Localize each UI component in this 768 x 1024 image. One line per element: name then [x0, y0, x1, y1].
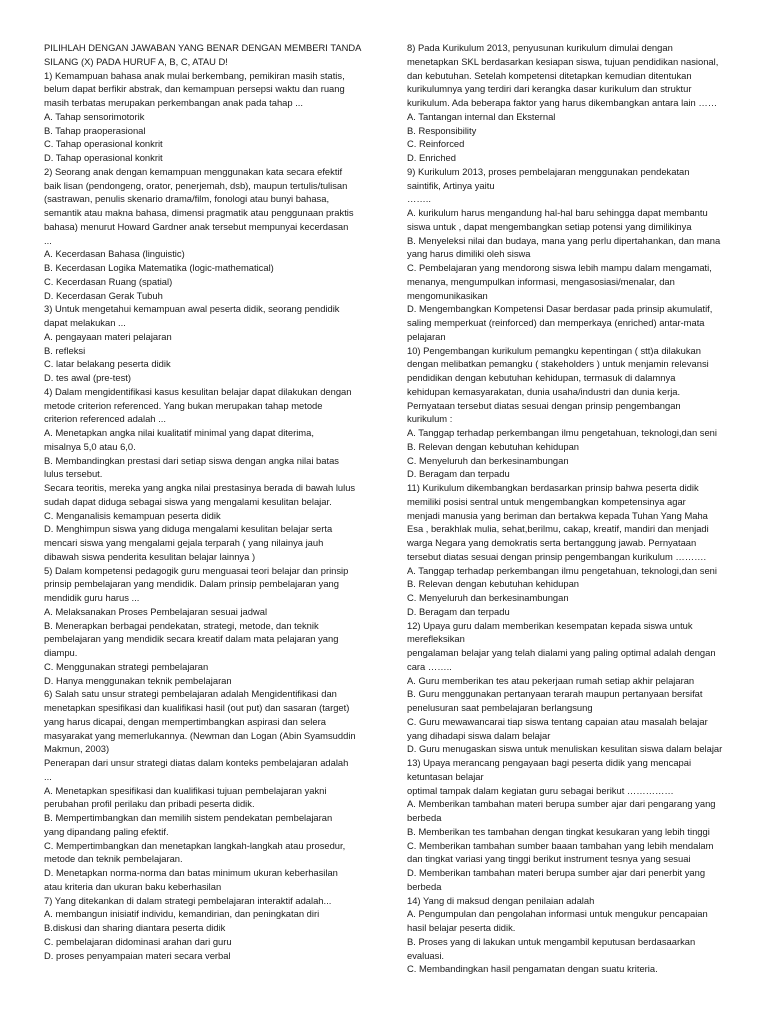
- right-column-line: yang dihadapi siswa dalam belajar: [407, 729, 551, 741]
- right-column-line: penelusuran saat pembelajaran berlangsung: [407, 702, 593, 713]
- left-column-line: baik lisan (pendongeng, orator, penerjemah, dsb), maupun tertulis/tulisan: [44, 179, 348, 191]
- right-column-line: 13) Upaya merancang pengayaan bagi peserta didik yang mencapai: [407, 757, 692, 768]
- left-column-line: Makmun, 2003): [44, 743, 110, 755]
- left-column-line: ...: [44, 234, 52, 246]
- left-column-line: semantik atau makna bahasa, dimensi pragmatik atau penggunaan praktis: [44, 207, 354, 218]
- left-column-line: 5) Dalam kompetensi pedagogik guru menguasai teori belajar dan prinsip: [44, 564, 349, 576]
- left-column-line: D. Menghimpun siswa yang diduga mengalami kesulitan belajar serta: [44, 523, 333, 535]
- right-column-line: B. Menyeleksi nilai dan budaya, mana yang perlu dipertahankan, dan mana: [407, 234, 721, 246]
- left-column-line: A. membangun inisiatif individu, kemandirian, dan peningkatan diri: [44, 908, 320, 920]
- left-column-line: D. tes awal (pre-test): [44, 372, 132, 383]
- left-column-line: B. Menerapkan berbagai pendekatan, strategi, metode, dan teknik: [44, 619, 319, 631]
- right-column-line: B. Relevan dengan kebutuhan kehidupan: [407, 578, 580, 590]
- right-column-line: D. Guru menugaskan siswa untuk menuliskan kesulitan siswa dalam belajar: [407, 743, 723, 755]
- right-column-line: merefleksikan: [407, 633, 465, 645]
- left-column-line: PILIHLAH DENGAN JAWABAN YANG BENAR DENGAN MEMBERI TANDA: [44, 42, 362, 53]
- left-column-line: B. Mempertimbangkan dan memilih sistem pendekatan pembelajaran: [44, 812, 333, 823]
- left-column-line: sudah dapat diduga sebagai siswa yang mengalami kesulitan belajar.: [44, 495, 332, 507]
- left-column-line: 4) Dalam mengidentifikasi kasus kesulitan belajar dapat dilakukan dengan: [44, 385, 352, 397]
- left-column-line: A. Kecerdasan Bahasa (linguistic): [44, 248, 185, 260]
- left-column-line: C. Menganalisis kemampuan peserta didik: [44, 509, 221, 521]
- right-column-line: hasil belajar peserta didik.: [407, 922, 516, 933]
- right-column-line: optimal tampak dalam kegiatan guru sebagai berikut ……………: [407, 784, 674, 796]
- left-column-line: bahasa) menurut Howard Gardner anak tersebut mempunyai kecerdasan: [44, 220, 349, 232]
- right-column-line: Esa , berakhlak mulia, sehat,berilmu, cakap, kreatif, mandiri dan menjadi: [407, 523, 709, 535]
- left-column-line: mencari siswa yang mengalami gejala terparah ( yang nilainya jauh: [44, 537, 324, 548]
- right-column-line: C. Pembelajaran yang mendorong siswa lebih mampu dalam mengamati,: [407, 262, 712, 273]
- right-column-line: saling memperkuat (reinforced) dan memperkaya (enriched) antar-mata: [407, 317, 705, 328]
- right-column-line: dengan melibatkan pemangku ( stakeholders ) untuk menjamin relevansi: [407, 358, 709, 370]
- left-column-line: dibawah siswa penderita kesulitan belajar lainnya ): [44, 550, 256, 562]
- right-column-line: A. Guru memberikan tes atau pekerjaan rumah setiap akhir pelajaran: [407, 674, 695, 686]
- right-column-line: berbeda: [407, 880, 442, 892]
- left-column-line: 1) Kemampuan bahasa anak mulai berkembang, pemikiran masih statis,: [44, 69, 345, 81]
- right-column-line: mengomunikasikan: [407, 289, 488, 301]
- left-column-line: pembelajaran yang mendidik secara kreatif dalam mata pelajaran yang: [44, 633, 339, 645]
- left-column-line: C. Menggunakan strategi pembelajaran: [44, 660, 209, 672]
- left-column-line: menetapkan spesifikasi dan kualifikasi hasil (out put) dan sasaran (target): [44, 702, 350, 713]
- left-column-line: B. Kecerdasan Logika Matematika (logic-mathematical): [44, 262, 274, 273]
- right-column-line: saintifik, Artinya yaitu: [407, 179, 495, 191]
- left-column-line: lulus tersebut.: [44, 468, 103, 480]
- right-column-line: B. Memberikan tes tambahan dengan tingkat kesukaran yang lebih tinggi: [407, 825, 710, 837]
- left-column-line: yang harus dicapai, dengan mempertimbangkan aspirasi dan selera: [44, 715, 326, 727]
- right-column-line: C. Membandingkan hasil pengamatan dengan suatu kriteria.: [407, 963, 658, 975]
- right-column-line: A. Tanggap terhadap perkembangan ilmu pengetahuan, teknologi,dan seni: [407, 564, 717, 576]
- left-column-line: 3) Untuk mengetahui kemampuan awal peserta didik, seorang pendidik: [44, 303, 340, 315]
- right-column-line: B. Guru menggunakan pertanyaan terarah maupun pertanyaan bersifat: [407, 688, 703, 700]
- left-column-line: diampu.: [44, 647, 78, 658]
- right-column-line: 10) Pengembangan kurikulum pemangku kepentingan ( stt)a dilakukan: [407, 344, 701, 356]
- left-column-line: D. Kecerdasan Gerak Tubuh: [44, 289, 163, 301]
- left-column-line: yang dipandang paling efektif.: [44, 825, 169, 837]
- right-column-line: B. Responsibility: [407, 124, 477, 136]
- left-column-line: D. Menetapkan norma-norma dan batas minimum ukuran keberhasilan: [44, 867, 338, 878]
- right-column-line: tersebut diatas sesuai dengan prinsip pengembangan kurikulum ……….: [407, 550, 707, 562]
- right-column-line: 8) Pada Kurikulum 2013, penyusunan kurikulum dimulai dengan: [407, 42, 673, 53]
- right-column-line: kurikulum :: [407, 413, 453, 425]
- left-column-line: C. Kecerdasan Ruang (spatial): [44, 275, 173, 287]
- right-column-line: 14) Yang di maksud dengan penilaian adalah: [407, 894, 595, 906]
- left-column-line: D. Tahap operasional konkrit: [44, 152, 163, 163]
- right-column-line: cara ……..: [407, 660, 452, 672]
- left-column-line: D. Hanya menggunakan teknik pembelajaran: [44, 674, 232, 686]
- right-column-line: pelajaran: [407, 330, 446, 342]
- right-column-line: evaluasi.: [407, 949, 445, 961]
- right-column-line: D. Mengembangkan Kompetensi Dasar berdasar pada prinsip akumulatif,: [407, 303, 713, 315]
- right-column-line: kurikulum. Ada beberapa faktor yang harus dikembangkan antara lain ……: [407, 97, 718, 108]
- left-column-line: Secara teoritis, mereka yang angka nilai prestasinya berada di bawah lulus: [44, 482, 356, 493]
- left-column-line: 2) Seorang anak dengan kemampuan menggunakan kata secara efektif: [44, 165, 343, 177]
- left-column-line: D. proses penyampaian materi secara verbal: [44, 949, 231, 961]
- left-column-line: C. Mempertimbangkan dan menetapkan langkah-langkah atau prosedur,: [44, 839, 346, 851]
- left-column-line: mendidik guru harus ...: [44, 592, 140, 603]
- left-column-line: Penerapan dari unsur strategi diatas dalam konteks pembelajaran adalah: [44, 757, 349, 768]
- right-column-line: D. Memberikan tambahan materi berupa sumber ajar dari penerbit yang: [407, 867, 706, 878]
- left-column-line: C. Tahap operasional konkrit: [44, 138, 163, 150]
- right-column-line: pengalaman belajar yang telah dialami yang paling optimal adalah dengan: [407, 647, 716, 658]
- left-column-line: (sastrawan, penulis skenario drama/film, fonologi atau bunyi bahasa,: [44, 193, 330, 205]
- left-column-line: misalnya 5,0 atau 6,0.: [44, 440, 136, 452]
- right-column-line: B. Relevan dengan kebutuhan kehidupan: [407, 440, 580, 452]
- right-column-line: 12) Upaya guru dalam memberikan kesempatan kepada siswa untuk: [407, 619, 693, 631]
- right-column-line: A. Pengumpulan dan pengolahan informasi untuk mengukur pencapaian: [407, 908, 708, 920]
- right-column-line: dan tingkat variasi yang tinggi berikut instrument tesnya yang sesuai: [407, 853, 691, 865]
- right-column-line: A. kurikulum harus mengandung hal-hal baru sehingga dapat membantu: [407, 207, 708, 218]
- right-column-line: D. Enriched: [407, 152, 456, 163]
- right-column: [407, 41, 753, 976]
- right-column-line: 11) Kurikulum dikembangkan berdasarkan prinsip bahwa peserta didik: [407, 482, 699, 493]
- right-column-line: pendidikan dengan kebutuhan kehidupan, termasuk di dalamnya: [407, 372, 676, 383]
- right-column-line: siswa untuk , dapat mengembangkan setiap potensi yang dimilikinya: [407, 220, 692, 232]
- left-column-line: criterion referenced adalah ...: [44, 413, 166, 425]
- left-column-line: masyarakat yang memerlukannya. (Newman dan Logan (Abin Syamsuddin: [44, 729, 356, 741]
- left-column-line: A. Menetapkan spesifikasi dan kualifikasi tujuan pembelajaran yakni: [44, 784, 327, 796]
- right-column-line: menetapkan SKL berdasarkan kesiapan siswa, tujuan pendidikan nasional,: [407, 55, 719, 67]
- right-column-line: A. Tantangan internal dan Eksternal: [407, 110, 556, 122]
- left-column-line: prinsip pembelajaran yang mendidik. Dalam prinsip pembelajaran yang: [44, 578, 339, 590]
- left-column-line: B. Tahap praoperasional: [44, 124, 146, 136]
- right-column-line: A. Tanggap terhadap perkembangan ilmu pengetahuan, teknologi,dan seni: [407, 427, 717, 438]
- left-column-line: B.diskusi dan sharing diantara peserta didik: [44, 922, 226, 933]
- left-column-line: SILANG (X) PADA HURUF A, B, C, ATAU D!: [44, 55, 228, 67]
- left-column-line: 7) Yang ditekankan di dalam strategi pembelajaran interaktif adalah...: [44, 894, 332, 906]
- left-column-line: masih terbatas merupakan perkembangan anak pada tahap ...: [44, 97, 304, 108]
- left-column-line: atau kriteria dan ukuran baku keberhasilan: [44, 880, 222, 892]
- right-column-line: warga Negara yang demokratis serta bertanggung jawab. Pernyataan: [407, 537, 697, 548]
- left-column: [44, 41, 390, 962]
- left-column-line: metode dan teknik pembelajaran.: [44, 853, 183, 865]
- right-column-line: kurikulumnya yang terdiri dari kerangka dasar kurikulum dan struktur: [407, 83, 692, 95]
- right-column-line: D. Beragam dan terpadu: [407, 605, 510, 617]
- left-column-line: belum dapat berfikir abstrak, dan kemampuan persepsi waktu dan ruang: [44, 83, 345, 95]
- left-column-line: A. pengayaan materi pelajaran: [44, 330, 172, 342]
- left-column-line: B. Membandingkan prestasi dari setiap siswa dengan angka nilai batas: [44, 454, 339, 466]
- left-column-line: A. Melaksanakan Proses Pembelajaran sesuai jadwal: [44, 605, 268, 617]
- right-column-line: 9) Kurikulum 2013, proses pembelajaran menggunakan pendekatan: [407, 165, 690, 177]
- right-column-line: C. Reinforced: [407, 138, 465, 150]
- left-column-line: C. pembelajaran didominasi arahan dari guru: [44, 935, 232, 947]
- right-column-line: kehidupan kemasyarakatan, dunia usaha/industri dan dunia kerja.: [407, 385, 681, 397]
- right-column-line: D. Beragam dan terpadu: [407, 468, 510, 480]
- left-column-line: ...: [44, 770, 52, 782]
- right-column-line: C. Menyeluruh dan berkesinambungan: [407, 592, 569, 603]
- left-column-line: A. Menetapkan angka nilai kualitatif minimal yang dapat diterima,: [44, 427, 314, 438]
- left-column-line: C. latar belakang peserta didik: [44, 358, 171, 370]
- right-column-line: menjadi manusia yang beriman dan bertakwa kepada Tuhan Yang Maha: [407, 509, 708, 521]
- right-column-line: Pernyataan tersebut diatas sesuai dengan prinsip pengembangan: [407, 399, 681, 411]
- right-column-line: yang harus dimiliki oleh siswa: [407, 248, 531, 260]
- right-column-line: A. Memberikan tambahan materi berupa sumber ajar dari pengarang yang: [407, 798, 716, 810]
- left-column-line: metode criterion referenced. Yang bukan merupakan tahap metode: [44, 399, 323, 411]
- left-column-line: B. refleksi: [44, 344, 86, 356]
- right-column-line: ketuntasan belajar: [407, 770, 484, 782]
- left-column-line: A. Tahap sensorimotorik: [44, 110, 145, 122]
- right-column-line: C. Menyeluruh dan berkesinambungan: [407, 454, 569, 466]
- right-column-line: dan kebutuhan. Setelah kompetensi ditetapkan kemudian ditentukan: [407, 69, 692, 81]
- right-column-line: berbeda: [407, 812, 442, 823]
- right-column-line: ……..: [407, 193, 431, 205]
- left-column-line: 6) Salah satu unsur strategi pembelajaran adalah Mengidentifikasi dan: [44, 688, 337, 700]
- right-column-line: B. Proses yang di lakukan untuk mengambil keputusan berdasaarkan: [407, 935, 696, 947]
- left-column-line: perubahan profil perilaku dan pribadi peserta didik.: [44, 798, 255, 810]
- right-column-line: menanya, mengumpulkan informasi, mengasosiasi/menalar, dan: [407, 275, 675, 287]
- right-column-line: memiliki posisi sentral untuk mengembangkan kompetensinya agar: [407, 495, 686, 507]
- right-column-line: C. Guru mewawancarai tiap siswa tentang capaian atau masalah belajar: [407, 715, 708, 727]
- right-column-line: C. Memberikan tambahan sumber baaan tambahan yang lebih mendalam: [407, 839, 714, 851]
- left-column-line: dapat melakukan ...: [44, 317, 126, 328]
